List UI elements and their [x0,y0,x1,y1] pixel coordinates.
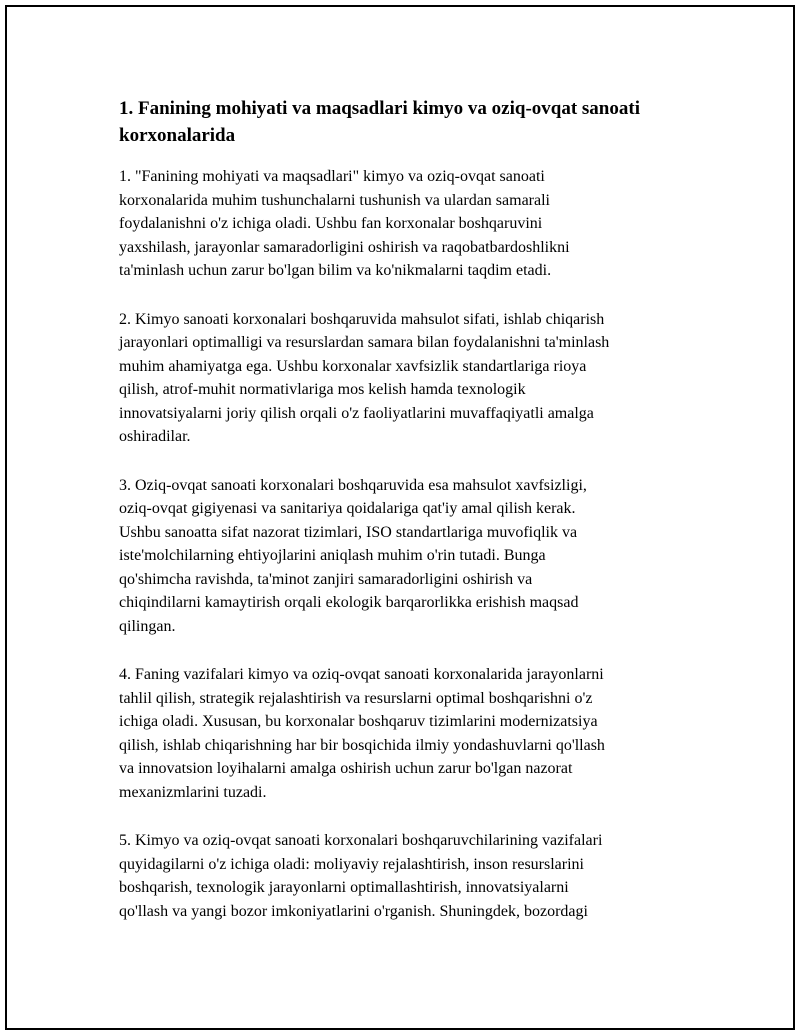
paragraph-4: 4. Faning vazifalari kimyo va oziq-ovqat sanoati korxonalarida jarayonlarni tahlil qilish, strategik rejalashtirish va resurslarni optimal boshqarishni o'z ichiga oladi. Xususan, bu korxonalar boshqaruv tizimlarini modernizatsiya qilish, ishlab chiqarishning har bir bosqichida ilmiy yondashuvlarni qo'llash va innovatsion loyihalarni amalga oshirish uchun zarur bo'lgan nazorat mexanizmlarini tuzadi. [119,666,605,801]
document-title: 1. Fanining mohiyati va maqsadlari kimyo va oziq-ovqat sanoati korxonalarida [119,98,640,146]
paragraph-1: 1. "Fanining mohiyati va maqsadlari" kimyo va oziq-ovqat sanoati korxonalarida muhim tushunchalarni tushunish va ulardan samarali foydalanishni o'z ichiga oladi. Ushbu fan korxonalar boshqaruvini yaxshilash, jarayonlar samaradorligini oshirish va raqobatbardoshlikni ta'minlash uchun zarur bo'lgan bilim va ko'nikmalarni taqdim etadi. [119,168,570,279]
paragraph-5: 5. Kimyo va oziq-ovqat sanoati korxonalari boshqaruvchilarining vazifalari quyidagilarni o'z ichiga oladi: moliyaviy rejalashtirish, inson resurslarini boshqarish, texnologik jarayonlarni optimallashtirish, innovatsiyalarni qo'llash va yangi bozor imkoniyatlarini o'rganish. Shuningdek, bozordagi [119,832,603,920]
document-page [5,5,795,1030]
document-body [119,95,699,948]
paragraph-3: 3. Oziq-ovqat sanoati korxonalari boshqaruvida esa mahsulot xavfsizligi, oziq-ovqat gigiyenasi va sanitariya qoidalariga qat'iy amal qilish kerak. Ushbu sanoatta sifat nazorat tizimlari, ISO standartlariga muvofiqlik va iste'molchilarning ehtiyojlarini aniqlash muhim o'rin tutadi. Bunga qo'shimcha ravishda, ta'minot zanjiri samaradorligini oshirish va chiqindilarni kamaytirish orqali ekologik barqarorlikka erishish maqsad qilingan. [119,476,587,635]
paragraph-2: 2. Kimyo sanoati korxonalari boshqaruvida mahsulot sifati, ishlab chiqarish jarayonlari optimalligi va resurslardan samara bilan foydalanishni ta'minlash muhim ahamiyatga ega. Ushbu korxonalar xavfsizlik standartlariga rioya qilish, atrof-muhit normativlariga mos kelish hamda texnologik innovatsiyalarni joriy qilish orqali o'z faoliyatlarini muvaffaqiyatli amalga oshiradilar. [119,310,610,445]
